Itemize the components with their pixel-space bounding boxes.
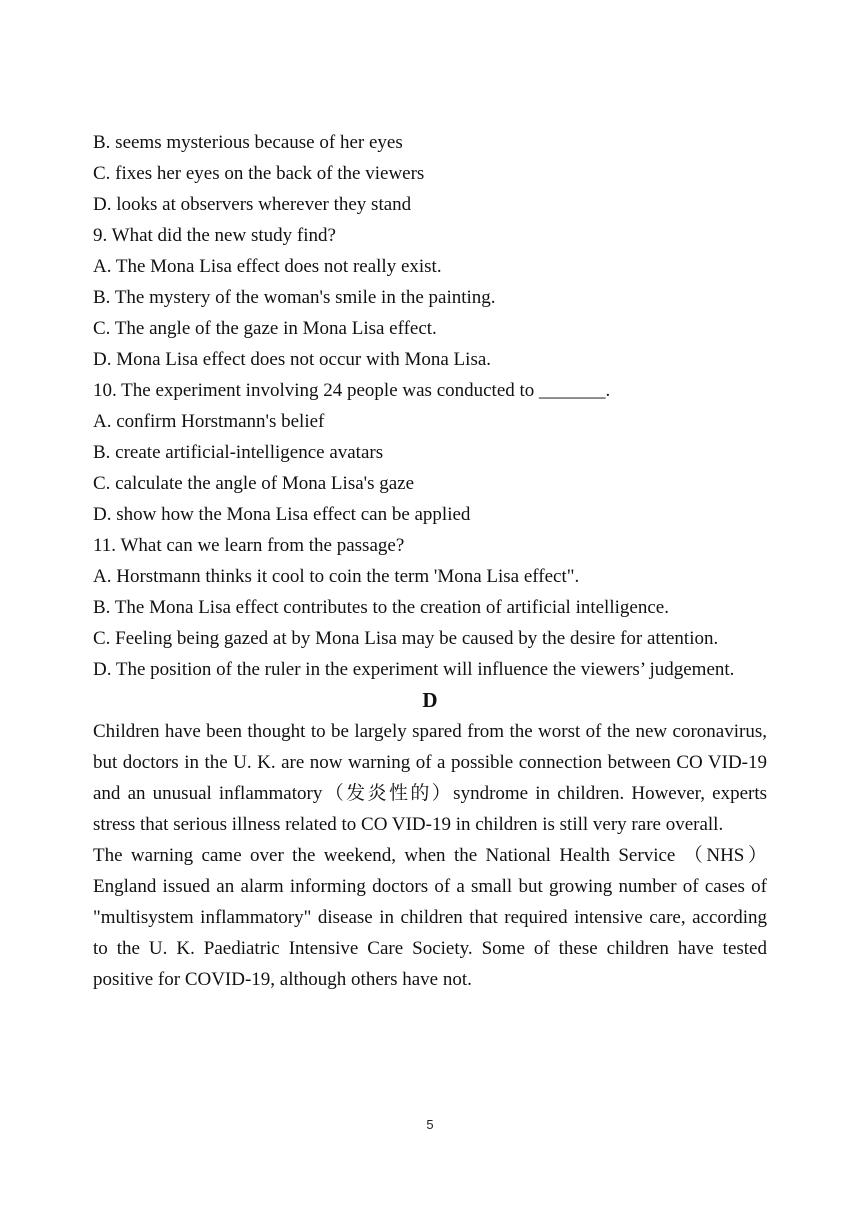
q9-option-d: D. Mona Lisa effect does not occur with Mona Lisa. [93, 349, 492, 370]
q11-stem: 11. What can we learn from the passage? [93, 535, 405, 556]
q9-option-c: C. The angle of the gaze in Mona Lisa effect. [93, 318, 437, 339]
q10-stem: 10. The experiment involving 24 people was conducted to _______. [93, 380, 611, 401]
q11-option-c: C. Feeling being gazed at by Mona Lisa may be caused by the desire for attention. [93, 628, 719, 649]
q8-option-d: D. looks at observers wherever they stand [93, 194, 412, 215]
q9-option-b: B. The mystery of the woman's smile in the painting. [93, 287, 496, 308]
q11-option-d: D. The position of the ruler in the experiment will influence the viewers’ judgement. [93, 659, 735, 680]
q9-stem: 9. What did the new study find? [93, 225, 336, 246]
q10-option-b: B. create artificial-intelligence avatars [93, 442, 384, 463]
q9-option-a: A. The Mona Lisa effect does not really exist. [93, 256, 442, 277]
page-number: 5 [426, 1117, 434, 1132]
q10-option-a: A. confirm Horstmann's belief [93, 411, 325, 432]
q10-option-c: C. calculate the angle of Mona Lisa's gaze [93, 473, 415, 494]
q11-option-a: A. Horstmann thinks it cool to coin the term 'Mona Lisa effect". [93, 566, 580, 587]
passage-paragraph-2: The warning came over the weekend, when the National Health Service （NHS） England issued an alarm informing doctors of a small but growing number of cases of "multisystem inflammatory" disease in children that required intensive care, according to the U. K. Paediatric Intensive Care Society. Some of these children have tested positive for COVID-19, although others have not. [93, 845, 767, 990]
q8-option-c: C. fixes her eyes on the back of the viewers [93, 163, 425, 184]
section-heading: D [422, 688, 438, 712]
q8-option-b: B. seems mysterious because of her eyes [93, 132, 403, 153]
passage-paragraph-1: Children have been thought to be largely spared from the worst of the new coronavirus, but doctors in the U. K. are now warning of a possible connection between CO VID-19 and an unusual inflammatory（发炎性的）syndrome in children. However, experts stress that serious illness related to CO VID-19 in children is still very rare overall. [93, 721, 767, 835]
document-body [93, 127, 767, 995]
q10-option-d: D. show how the Mona Lisa effect can be applied [93, 504, 471, 525]
q11-option-b: B. The Mona Lisa effect contributes to the creation of artificial intelligence. [93, 597, 669, 618]
